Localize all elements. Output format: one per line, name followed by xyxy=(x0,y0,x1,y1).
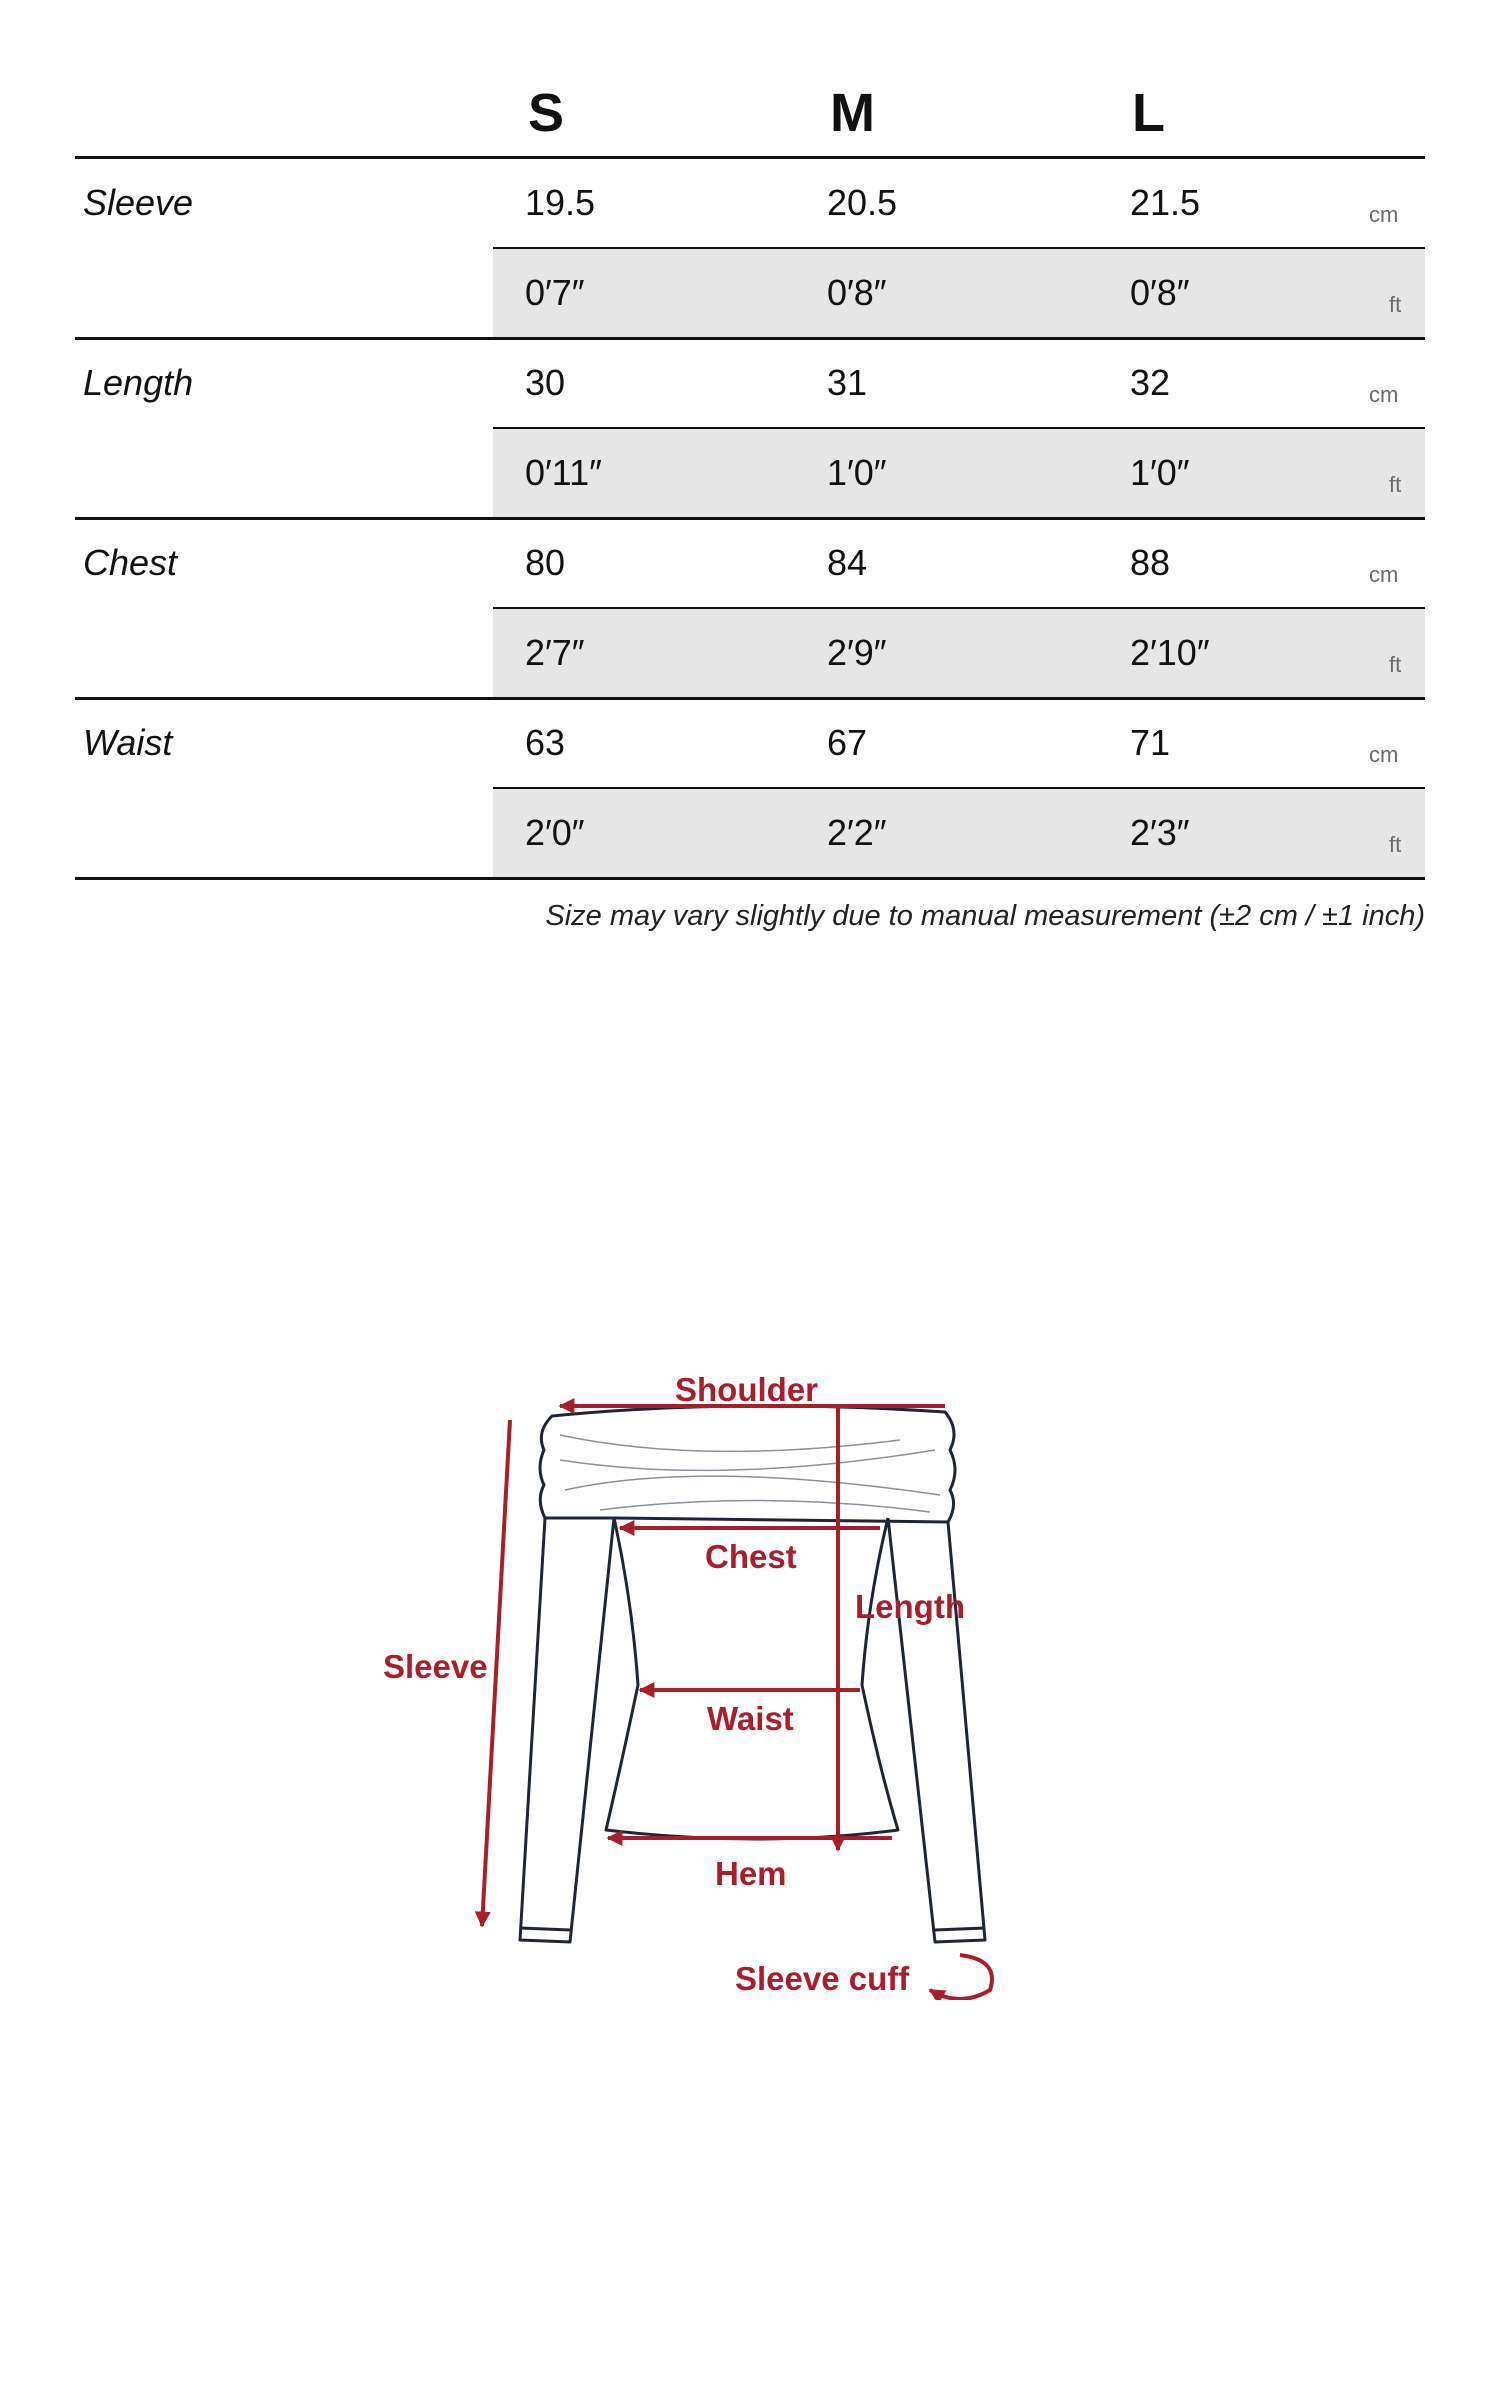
table-rule xyxy=(75,697,1425,700)
length-s-cm: 30 xyxy=(525,362,566,403)
unit-ft: ft xyxy=(1389,652,1402,677)
row-shade xyxy=(493,609,1425,697)
table-subrule xyxy=(493,247,1425,249)
length-m-ft: 1′0″ xyxy=(827,452,887,493)
unit-ft: ft xyxy=(1389,292,1402,317)
chest-m-ft: 2′9″ xyxy=(827,632,887,673)
waist-m-cm: 67 xyxy=(827,722,868,763)
unit-ft: ft xyxy=(1389,832,1402,857)
waist-l-cm: 71 xyxy=(1130,722,1171,763)
hem-label: Hem xyxy=(715,1855,787,1892)
length-label: Length xyxy=(855,1588,965,1625)
chest-l-cm: 88 xyxy=(1130,542,1171,583)
sleeve-cuff-label: Sleeve cuff xyxy=(735,1960,910,1997)
table-rule xyxy=(75,517,1425,520)
unit-cm: cm xyxy=(1369,202,1399,227)
row-shade xyxy=(493,429,1425,517)
table-rule xyxy=(75,156,1425,159)
row-label-sleeve: Sleeve xyxy=(83,182,194,223)
table-subrule xyxy=(493,427,1425,429)
unit-cm: cm xyxy=(1369,742,1399,767)
size-header-m: M xyxy=(830,83,875,143)
unit-ft: ft xyxy=(1389,472,1402,497)
sleeve-s-cm: 19.5 xyxy=(525,182,596,223)
waist-s-cm: 63 xyxy=(525,722,566,763)
sleeve-cuff-arrow xyxy=(930,1955,992,1999)
sleeve-m-ft: 0′8″ xyxy=(827,272,887,313)
unit-cm: cm xyxy=(1369,382,1399,407)
shoulder-label: Shoulder xyxy=(675,1371,819,1408)
length-s-ft: 0′11″ xyxy=(525,452,602,493)
sleeve-s-ft: 0′7″ xyxy=(525,272,585,313)
sleeve-m-cm: 20.5 xyxy=(827,182,898,223)
ruching-lines xyxy=(560,1435,940,1512)
chest-label: Chest xyxy=(705,1538,797,1575)
row-shade xyxy=(493,789,1425,877)
waist-s-ft: 2′0″ xyxy=(525,812,585,853)
table-rule xyxy=(75,877,1425,880)
length-l-cm: 32 xyxy=(1130,362,1171,403)
table-subrule xyxy=(493,787,1425,789)
chest-s-ft: 2′7″ xyxy=(525,632,585,673)
garment-measurement-diagram xyxy=(0,1300,1500,2000)
length-m-cm: 31 xyxy=(827,362,868,403)
waist-l-ft: 2′3″ xyxy=(1130,812,1190,853)
sleeve-l-ft: 0′8″ xyxy=(1130,272,1190,313)
chest-m-cm: 84 xyxy=(827,542,868,583)
table-subrule xyxy=(493,607,1425,609)
waist-label: Waist xyxy=(707,1700,794,1737)
size-header-l: L xyxy=(1132,83,1165,143)
sleeve-label: Sleeve xyxy=(383,1648,488,1685)
table-rule xyxy=(75,337,1425,340)
row-label-chest: Chest xyxy=(83,542,178,583)
chest-s-cm: 80 xyxy=(525,542,566,583)
waist-m-ft: 2′2″ xyxy=(827,812,887,853)
row-label-waist: Waist xyxy=(83,722,173,763)
size-header-s: S xyxy=(528,83,565,143)
measurement-note: Size may vary slightly due to manual measurement (±2 cm / ±1 inch) xyxy=(545,900,1425,932)
unit-cm: cm xyxy=(1369,562,1399,587)
row-shade xyxy=(493,249,1425,337)
sleeve-l-cm: 21.5 xyxy=(1130,182,1201,223)
garment-illustration xyxy=(0,1300,1500,2000)
row-label-length: Length xyxy=(83,362,194,403)
chest-l-ft: 2′10″ xyxy=(1130,632,1210,673)
length-l-ft: 1′0″ xyxy=(1130,452,1190,493)
